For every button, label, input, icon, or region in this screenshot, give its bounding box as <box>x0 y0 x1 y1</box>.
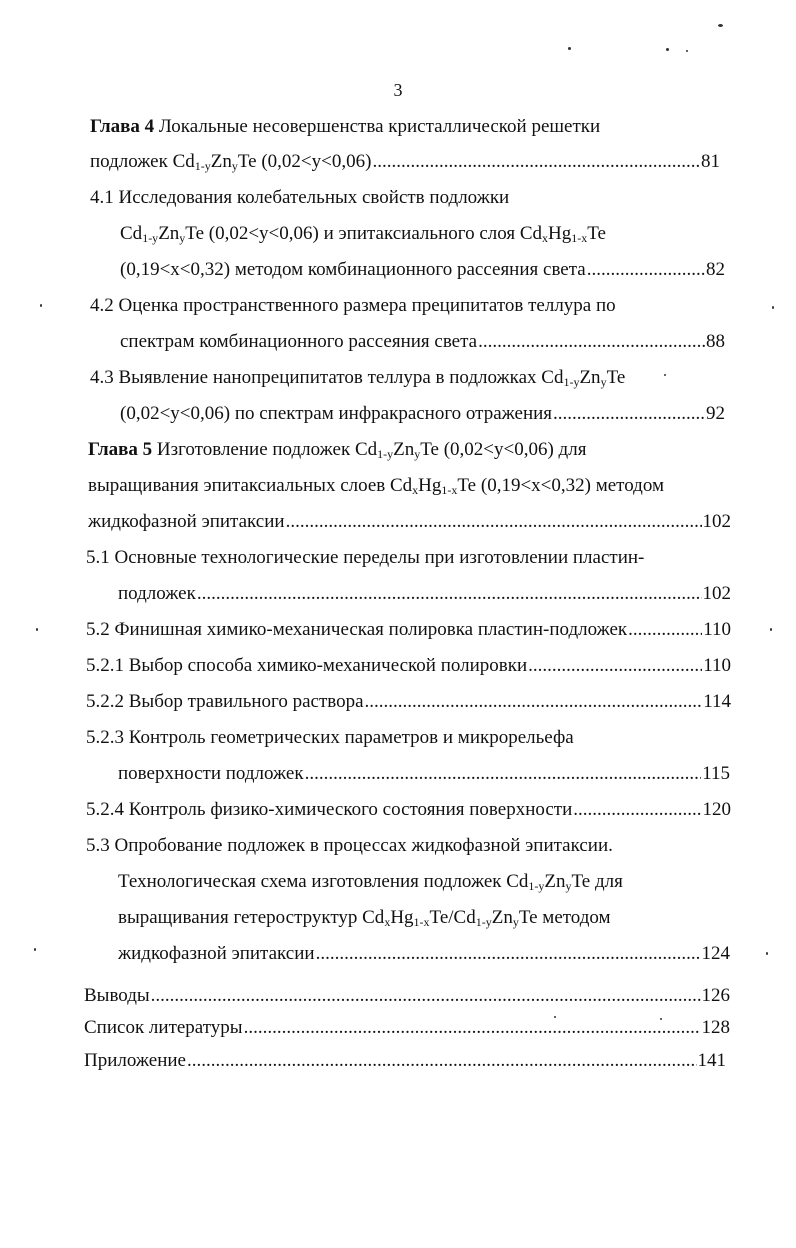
s41-title-c: (0,19<x<0,32) методом комбинационного рассеяния света <box>120 259 586 280</box>
page-ref: 88 <box>706 331 725 352</box>
page-ref: 115 <box>702 763 730 784</box>
s53-hg: Hg <box>390 907 414 928</box>
s53-title-c: выращивания гетероструктур Cd <box>118 907 385 928</box>
subscript: 1-y <box>194 159 211 173</box>
toc-entry-5-2-3-line2 <box>118 757 730 791</box>
scan-speck <box>772 306 774 309</box>
subscript: 1-x <box>413 915 430 929</box>
scan-speck <box>686 50 688 52</box>
leader-dots <box>244 1011 701 1045</box>
page-ref: 82 <box>706 259 725 280</box>
subscript: x <box>542 231 549 245</box>
leader-dots <box>478 325 705 359</box>
s52-title: 5.2 Финишная химико-механическая полировка пластин-подложек <box>86 619 628 640</box>
subscript: y <box>414 447 421 461</box>
scan-speck <box>568 47 571 50</box>
scan-speck <box>770 628 772 631</box>
ch5-hg: Hg <box>418 475 442 496</box>
subscript: 1-y <box>142 231 159 245</box>
toc-entry-appendix <box>84 1044 726 1078</box>
subscript: 1-y <box>377 447 394 461</box>
leader-dots <box>187 1044 697 1078</box>
s42-title-a: 4.2 Оценка пространственного размера преципитатов теллура по <box>90 295 616 316</box>
scan-speck <box>36 628 38 631</box>
subscript: 1-y <box>475 915 492 929</box>
subscript: 1-x <box>441 483 458 497</box>
page-ref: 124 <box>701 943 730 964</box>
ch4-title-rest: Te (0,02<y<0,06) <box>237 151 372 172</box>
s53-title-b: Технологическая схема изготовления подложек Cd <box>118 871 529 892</box>
s43-title-b: (0,02<y<0,06) по спектрам инфракрасного отражения <box>120 403 553 424</box>
subscript: x <box>412 483 419 497</box>
leader-dots <box>305 757 702 791</box>
page-ref: 141 <box>697 1050 726 1071</box>
toc-entry-4-3-line1 <box>90 361 720 395</box>
toc-entry-ch5-line1 <box>88 433 728 467</box>
toc-entry-5-2-3-line1 <box>86 721 731 755</box>
toc-entry-ch4-line2 <box>90 145 720 179</box>
leader-dots <box>365 685 703 719</box>
s522-title: 5.2.2 Выбор травильного раствора <box>86 691 364 712</box>
s41-hg: Hg <box>548 223 572 244</box>
scan-speck <box>766 952 768 955</box>
s53-zn: Zn <box>544 871 566 892</box>
leader-dots <box>553 397 705 431</box>
page-ref: 110 <box>703 619 731 640</box>
s53-title-b3: Te для <box>571 871 623 892</box>
ch5-label: Глава 5 <box>88 439 153 460</box>
s53-title-a: 5.3 Опробование подложек в процессах жидкофазной эпитаксии. <box>86 835 613 856</box>
s51-title-b: подложек <box>118 583 196 604</box>
page-ref: 120 <box>702 799 731 820</box>
leader-dots <box>286 505 702 539</box>
leader-dots <box>197 577 702 611</box>
ch4-title-b: подложек Cd <box>90 151 195 172</box>
references-title: Список литературы <box>84 1017 243 1038</box>
s41-zn: Zn <box>158 223 180 244</box>
s53-title-d: жидкофазной эпитаксии <box>118 943 315 964</box>
ch4-title-a: Локальные несовершенства кристаллической решетки <box>154 116 601 137</box>
s41-te: Te <box>587 223 606 244</box>
appendix-title: Приложение <box>84 1050 186 1071</box>
ch5-title-a: Изготовление подложек Cd <box>152 439 378 460</box>
toc-entry-5-1-line2 <box>118 577 731 611</box>
s43-te: Te <box>606 367 626 388</box>
toc-entry-5-2-2 <box>86 685 731 719</box>
scan-speck <box>660 1018 662 1020</box>
s524-title: 5.2.4 Контроль физико-химического состояния поверхности <box>86 799 573 820</box>
page-ref: 92 <box>706 403 725 424</box>
subscript: y <box>512 915 519 929</box>
ch5-title-b3: Te (0,19<x<0,32) методом <box>457 475 664 496</box>
toc-entry-conclusions <box>84 979 730 1013</box>
page-ref: 102 <box>702 511 731 532</box>
toc-entry-4-2-line1 <box>90 289 720 323</box>
toc-entry-references <box>84 1011 730 1045</box>
toc-entry-ch5-line3 <box>88 505 731 539</box>
zn: Zn <box>210 151 232 172</box>
toc-entry-5-3-line3 <box>118 901 730 935</box>
subscript: 1-y <box>528 879 545 893</box>
subscript: y <box>179 231 186 245</box>
toc-entry-5-3-line1 <box>86 829 731 863</box>
subscript: y <box>565 879 572 893</box>
page-ref: 81 <box>701 151 720 172</box>
conclusions-title: Выводы <box>84 985 150 1006</box>
s523-title-b: поверхности подложек <box>118 763 304 784</box>
scan-speck <box>664 374 666 376</box>
ch5-title-a3: Te (0,02<y<0,06) для <box>420 439 587 460</box>
scan-speck <box>40 304 42 307</box>
scan-speck <box>554 1016 556 1018</box>
toc-entry-4-3-line2 <box>120 397 725 431</box>
toc-entry-4-1-line1 <box>90 181 720 215</box>
leader-dots <box>316 937 701 971</box>
scan-speck <box>718 24 723 27</box>
leader-dots <box>528 649 702 683</box>
toc-entry-ch5-line2 <box>88 469 728 503</box>
toc-entry-4-1-line3 <box>120 253 725 287</box>
s42-title-b: спектрам комбинационного рассеяния света <box>120 331 478 352</box>
leader-dots <box>151 979 701 1013</box>
toc-entry-4-1-line2 <box>120 217 720 251</box>
s521-title: 5.2.1 Выбор способа химико-механической полировки <box>86 655 528 676</box>
page-ref: 110 <box>703 655 731 676</box>
toc-entry-5-2-4 <box>86 793 731 827</box>
page-ref: 128 <box>701 1017 730 1038</box>
subscript: 1-x <box>571 231 588 245</box>
s523-title-a: 5.2.3 Контроль геометрических параметров и микрорельефа <box>86 727 574 748</box>
s53-te-cd: Te/Cd <box>429 907 476 928</box>
s41-mid: Te (0,02<y<0,06) и эпитаксиального слоя Cd <box>185 223 543 244</box>
subscript: 1-y <box>563 375 580 389</box>
page-ref: 114 <box>703 691 731 712</box>
leader-dots <box>628 613 702 647</box>
leader-dots <box>372 145 700 179</box>
s43-title-a: 4.3 Выявление нанопреципитатов теллура в подложках Cd <box>90 367 564 388</box>
ch5-zn: Zn <box>393 439 415 460</box>
s43-zn: Zn <box>579 367 601 388</box>
scan-speck <box>34 948 36 951</box>
page-number: 3 <box>393 80 403 100</box>
toc-entry-5-3-line4 <box>118 937 730 971</box>
subscript: y <box>600 375 607 389</box>
toc-entry-5-3-line2 <box>118 865 730 899</box>
toc-entry-ch4-line1 <box>90 110 720 144</box>
s53-zn2: Zn <box>491 907 513 928</box>
leader-dots <box>573 793 701 827</box>
subscript: y <box>231 159 238 173</box>
scan-speck <box>666 48 669 51</box>
s41-title-a: 4.1 Исследования колебательных свойств подложки <box>90 187 510 208</box>
s51-title-a: 5.1 Основные технологические переделы при изготовлении пластин- <box>86 547 645 568</box>
leader-dots <box>587 253 705 287</box>
toc-entry-4-2-line2 <box>120 325 725 359</box>
ch5-title-b: выращивания эпитаксиальных слоев Cd <box>88 475 413 496</box>
ch4-label: Глава 4 <box>90 116 155 137</box>
s53-title-c5: Te методом <box>518 907 611 928</box>
page-ref: 126 <box>701 985 730 1006</box>
subscript: x <box>384 915 391 929</box>
s41-cd: Cd <box>120 223 143 244</box>
toc-entry-5-1-line1 <box>86 541 731 575</box>
toc-entry-5-2-1 <box>86 649 731 683</box>
ch5-title-c: жидкофазной эпитаксии <box>88 511 285 532</box>
page-ref: 102 <box>702 583 731 604</box>
toc-entry-5-2 <box>86 613 731 647</box>
